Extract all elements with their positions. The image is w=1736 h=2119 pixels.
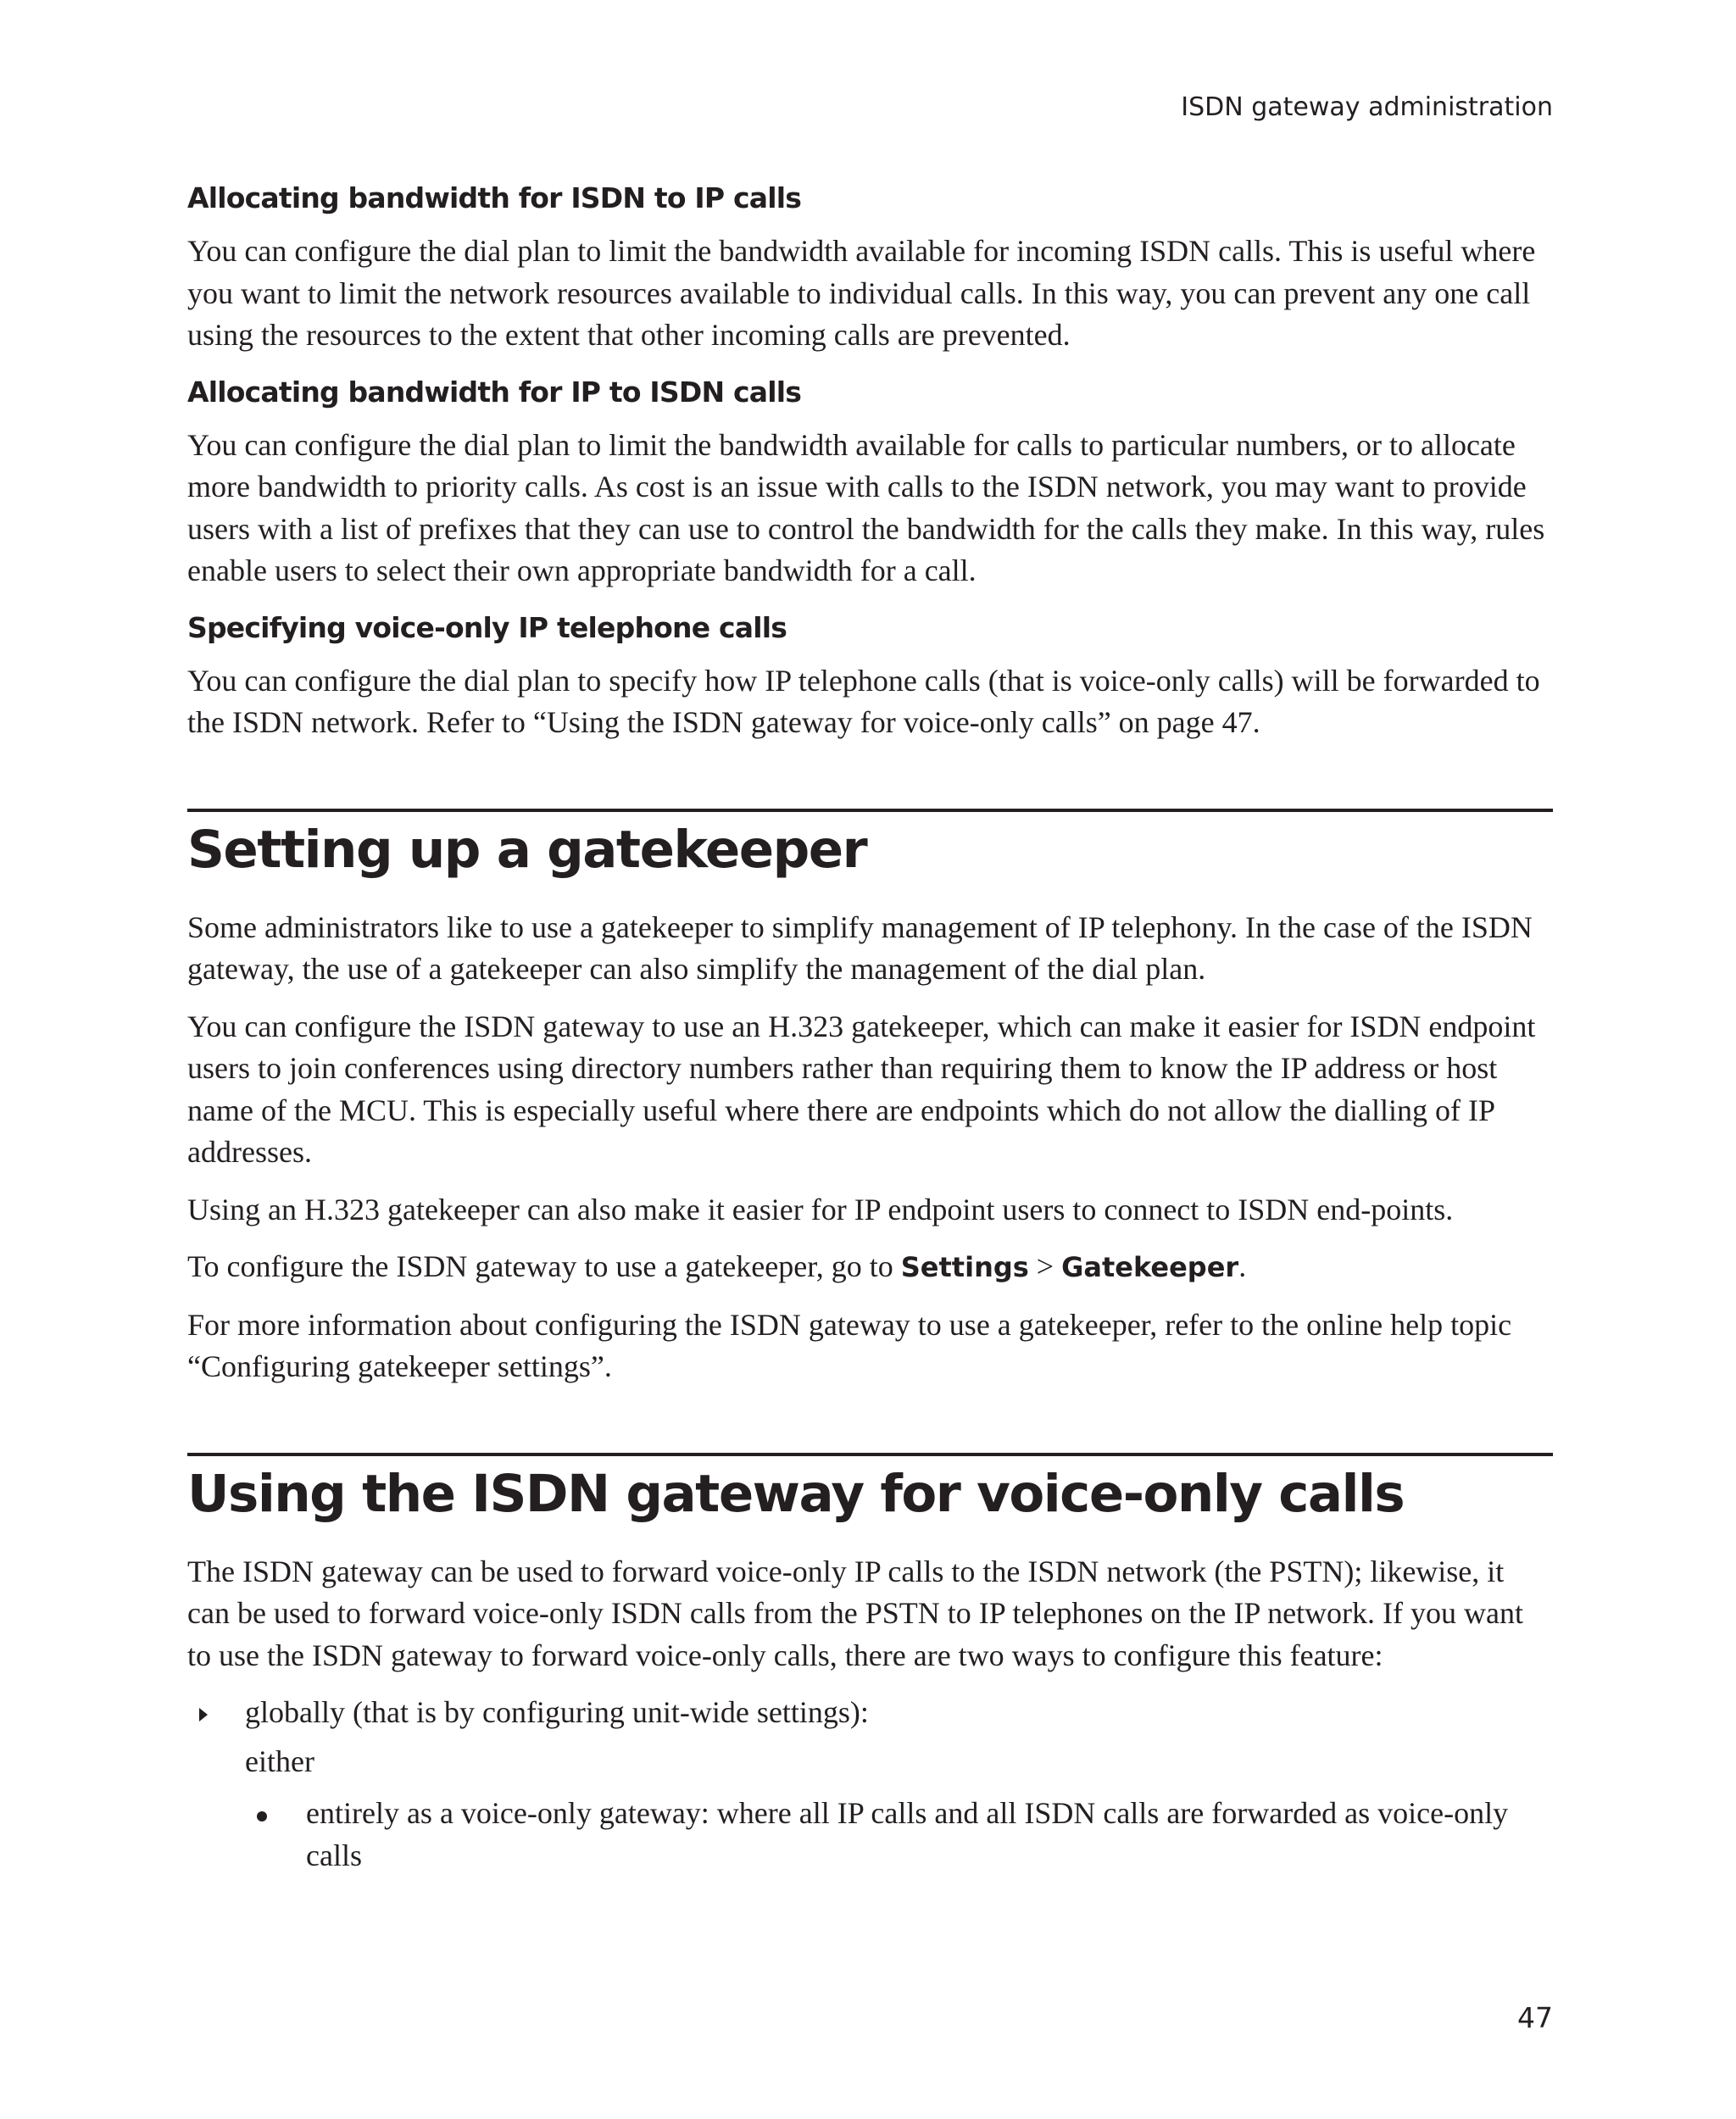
page-content [187,178,1553,1883]
paragraph-gatekeeper-3: Using an H.323 gatekeeper can also make it easier for IP endpoint users to connect to ISDN end-points. [187,1192,1454,1226]
menu-path-separator: > [1028,1249,1062,1283]
heading-isdn-to-ip: Allocating bandwidth for ISDN to IP calls [187,181,802,214]
paragraph-gatekeeper-1: Some administrators like to use a gatekeeper to simplify management of IP telephony. In the case of the ISDN gateway, the use of a gatekeeper can also simplify the management of the dial plan. [187,909,1533,986]
section-gatekeeper [187,809,1553,1388]
heading-setting-up-gatekeeper: Setting up a gatekeeper [187,819,867,880]
config-options-list [187,1692,1553,1877]
paragraph-gatekeeper-2: You can configure the ISDN gateway to use an H.323 gatekeeper, which can make it easier for ISDN endpoint users to join conferences using directory numbers rather than requiring them to know the IP address or host name of the MCU. This is especially useful where there are endpoints which do not allow the dialling of IP addresses. [187,1009,1536,1169]
paragraph-voice-only-intro: The ISDN gateway can be used to forward voice-only IP calls to the ISDN network (the PSTN); likewise, it can be used to forward voice-only ISDN calls from the PSTN to IP telephones on the IP network. If you want to use the ISDN gateway to forward voice-only calls, there are two ways to configure this feature: [187,1554,1523,1672]
bullet-globally: globally (that is by configuring unit-wide settings): [245,1695,869,1729]
heading-ip-to-isdn: Allocating bandwidth for IP to ISDN calls [187,375,802,409]
page-number: 47 [1517,2001,1553,2034]
menu-path-settings: Settings [900,1251,1029,1283]
paragraph-voice-only-ip: You can configure the dial plan to specify how IP telephone calls (that is voice-only calls) will be forwarded to the ISDN network. Refer to “Using the ISDN gateway for voice-only calls” on page 47. [187,663,1540,739]
sub-options-list [245,1793,1553,1877]
triangle-bullet-icon [199,1708,208,1721]
text-configure-suffix: . [1238,1249,1247,1283]
sub-item-voice-only-gateway [245,1793,1553,1877]
list-item-globally [187,1692,1553,1877]
text-either: either [245,1744,314,1778]
paragraph-isdn-to-ip: You can configure the dial plan to limit the bandwidth available for incoming ISDN calls. This is useful where you want to limit the network resources available to individual calls. In this way, you can prevent any one call using the resources to the extent that other incoming calls are prevented. [187,234,1536,352]
heading-voice-only-calls: Using the ISDN gateway for voice-only calls [187,1463,1405,1524]
paragraph-gatekeeper-4 [187,1246,1553,1289]
text-configure-prefix: To configure the ISDN gateway to use a gatekeeper, go to [187,1249,901,1283]
dot-bullet-icon [257,1811,267,1821]
menu-path-gatekeeper: Gatekeeper [1061,1251,1239,1283]
sub-bullet-voice-only-gateway: entirely as a voice-only gateway: where all IP calls and all ISDN calls are forwarded as voice-only calls [306,1796,1509,1872]
heading-voice-only-ip: Specifying voice-only IP telephone calls [187,610,787,644]
section-voice-only [187,1453,1553,1877]
paragraph-gatekeeper-5: For more information about configuring the ISDN gateway to use a gatekeeper, refer to the online help topic “Configuring gatekeeper settings”. [187,1307,1512,1383]
paragraph-ip-to-isdn: You can configure the dial plan to limit the bandwidth available for calls to particular numbers, or to allocate more bandwidth to priority calls. As cost is an issue with calls to the ISDN network, you may want to provide users with a list of prefixes that they can use to control the bandwidth for the calls they make. In this way, rules enable users to select their own appropriate bandwidth for a call. [187,427,1545,587]
running-header: ISDN gateway administration [1181,92,1553,122]
